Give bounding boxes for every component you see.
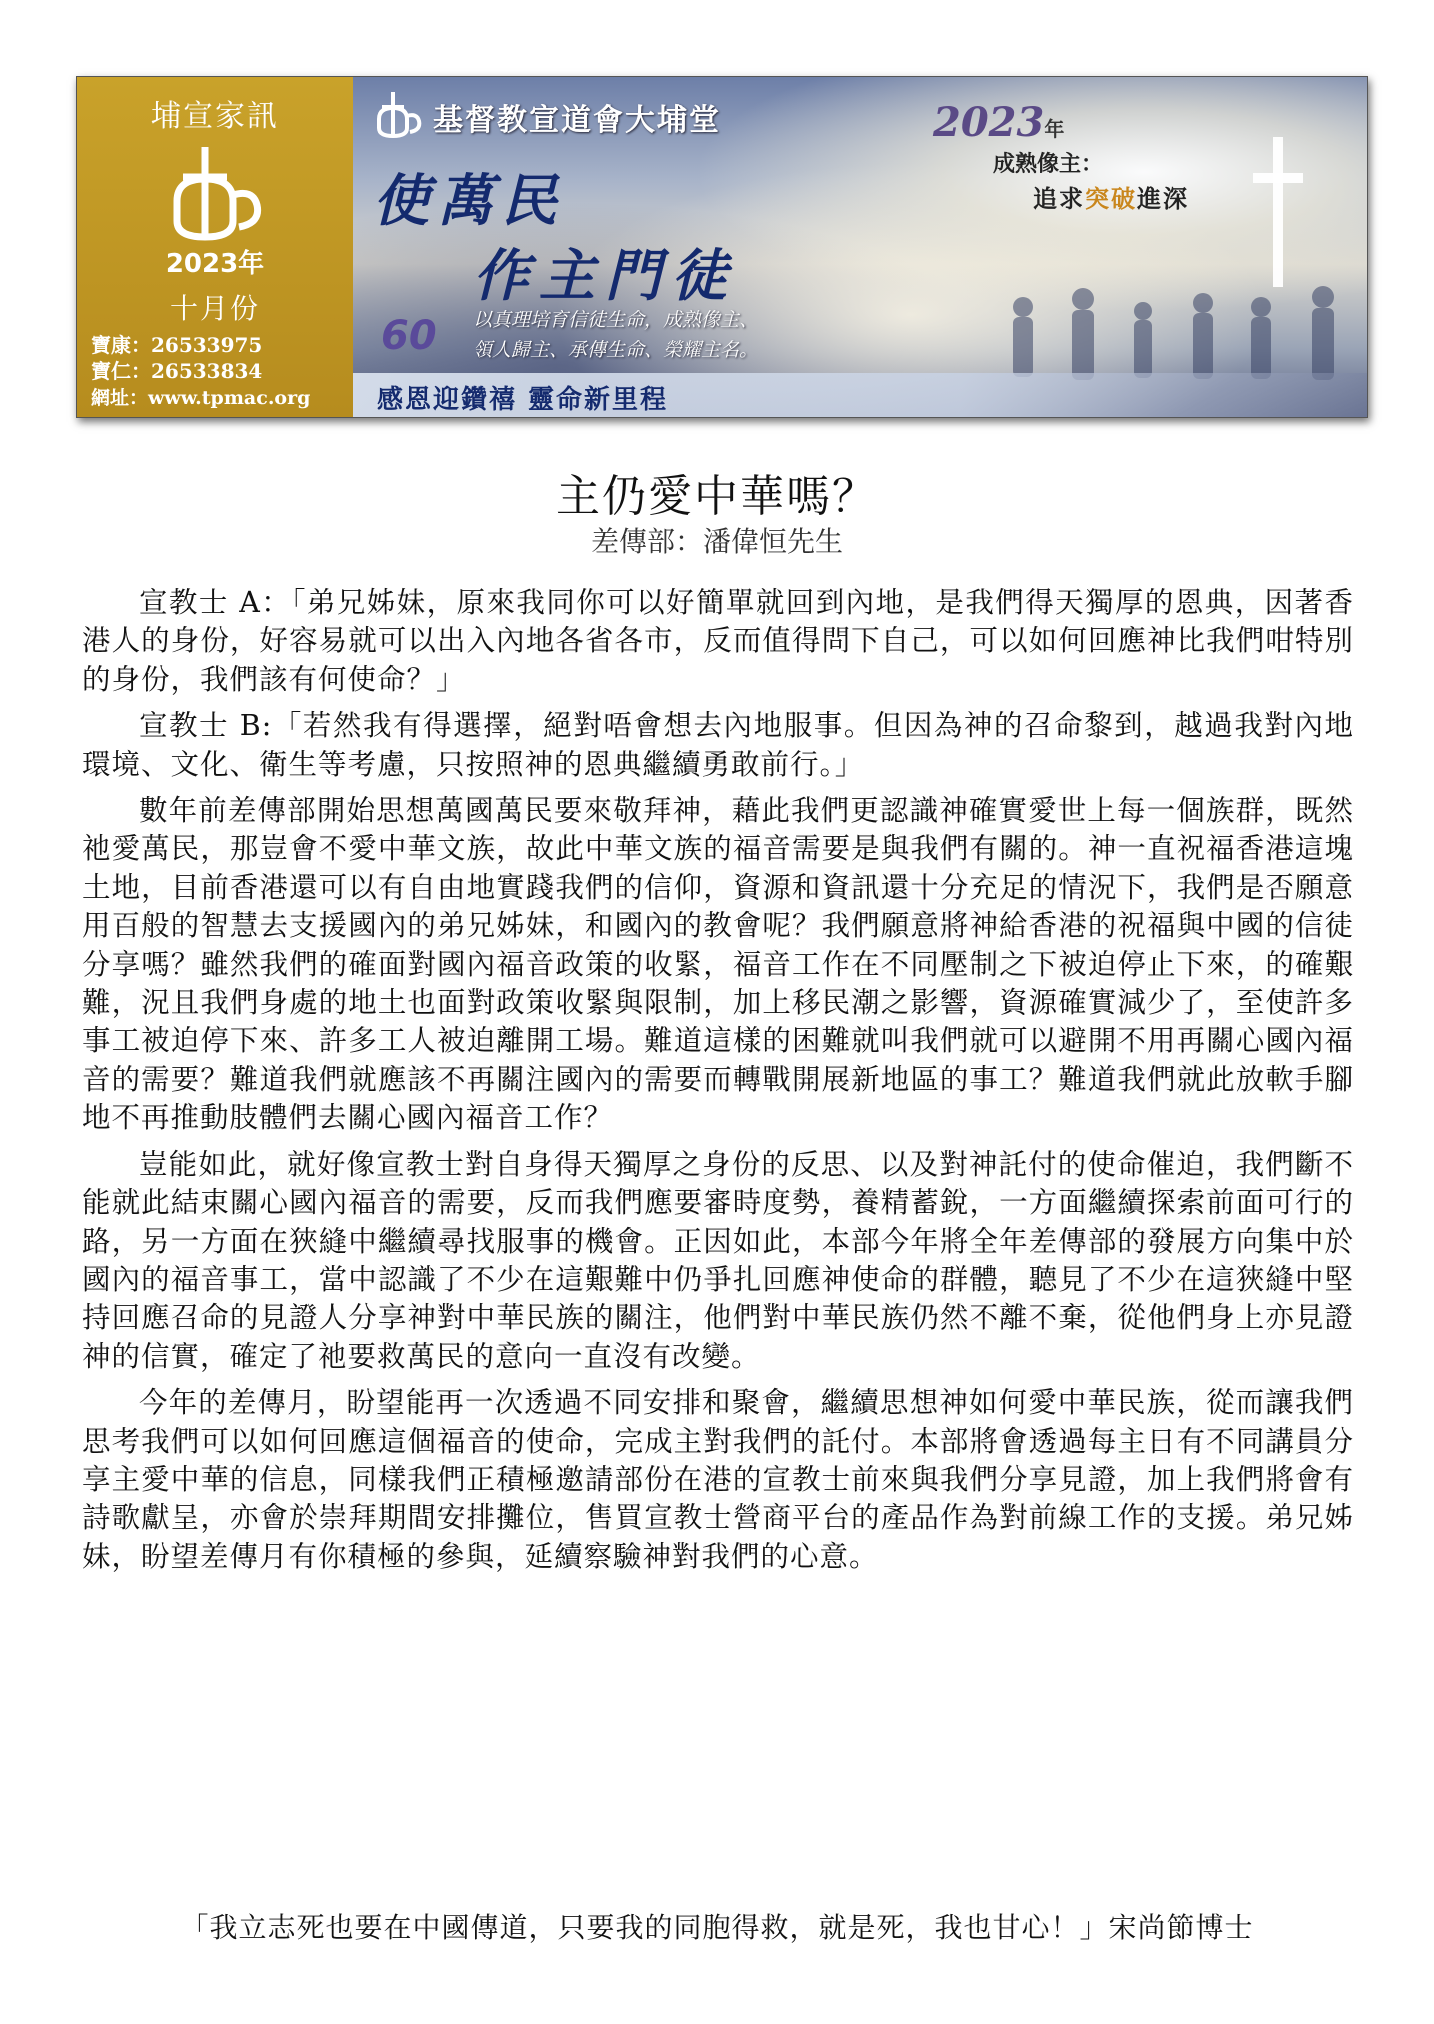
phone-2: 寶仁：26533834 (91, 359, 263, 383)
cross-icon (1253, 137, 1303, 287)
church-name: 基督教宣道會大埔堂 (433, 103, 721, 138)
banner-right-panel (353, 77, 1367, 417)
theme-line-1: 成熟像主： (993, 151, 1104, 177)
mission-line-1: 以真理培育信徒生命，成熟像主、 (473, 309, 759, 331)
anniversary-text: 感恩迎鑽禧 靈命新里程 (377, 385, 669, 415)
mission-line-2: 領人歸主、承傳生命、榮耀主名。 (473, 339, 759, 361)
slogan-line-1: 使萬民 (373, 168, 565, 234)
anniversary-60-icon (377, 307, 447, 363)
phone-1: 寶康：26533975 (91, 333, 263, 357)
mission-statement (473, 305, 758, 365)
website-link[interactable]: 網址：www.tpmac.org (91, 387, 311, 409)
church-logo-small-icon (369, 89, 425, 141)
banner-left-panel (77, 77, 353, 417)
article-title: 主仍愛中華嗎？ (556, 471, 878, 522)
slogan-line-2: 作主門徒 (473, 243, 737, 309)
svg-text:60: 60 (381, 313, 437, 359)
church-logo-icon (155, 139, 275, 249)
article-body (82, 584, 1354, 1576)
issue-month: 十月份 (169, 292, 260, 325)
issue-year: 2023年 (165, 249, 265, 279)
paragraph: 豈能如此，就好像宣教士對自身得天獨厚之身份的反思、以及對神託付的使命催迫，我們斷不能就此結束關心國內福音的需要，反而我們應要審時度勢，養精蓄銳，一方面繼續探索前面可行的路，另一方面在狹縫中繼續尋找服事的機會。正因如此，本部今年將全年差傳部的發展方向集中於國內的福音事工，當中認識了不少在這艱難中仍爭扎回應神使命的群體，聽見了不少在這狹縫中堅持回應召命的見證人分享神對中華民族的關注，他們對中華民族仍然不離不棄，從他們身上亦見證神的信實，確定了祂要救萬民的意向一直沒有改變。 (82, 1147, 1354, 1373)
theme-line-2: 追求突破進深 (1033, 184, 1189, 213)
newsletter-banner (76, 76, 1368, 418)
paragraph: 數年前差傳部開始思想萬國萬民要來敬拜神，藉此我們更認識神確實愛世上每一個族群，既然祂愛萬民，那豈會不愛中華文族，故此中華文族的福音需要是與我們有關的。神一直祝福香港這塊土地，目前香港還可以有自由地實踐我們的信仰，資源和資訊還十分充足的情況下，我們是否願意用百般的智慧去支援國內的弟兄姊妹，和國內的教會呢？我們願意將神給香港的祝福與中國的信徒分享嗎？雖然我們的確面對國內福音政策的收緊，福音工作在不同壓制之下被迫停止下來，的確艱難，況且我們身處的地土也面對政策收緊與限制，加上移民潮之影響，資源確實減少了，至使許多事工被迫停下來、許多工人被迫離開工場。難道這樣的困難就叫我們就可以避開不用再關心國內福音的需要？難道我們就應該不再關注國內的需要而轉戰開展新地區的事工？難道我們就此放軟手腳地不再推動肢體們去關心國內福音工作？ (82, 794, 1354, 1135)
paragraph: 今年的差傳月，盼望能再一次透過不同安排和聚會，繼續思想神如何愛中華民族，從而讓我們思考我們可以如何回應這個福音的使命，完成主對我們的託付。本部將會透過每主日有不同講員分享主愛中華的信息，同樣我們正積極邀請部份在港的宣教士前來與我們分享見證，加上我們將會有詩歌獻呈，亦會於崇拜期間安排攤位，售買宣教士營商平台的產品作為對前線工作的支援。弟兄姊妹，盼望差傳月有你積極的參與，延續察驗神對我們的心意。 (82, 1386, 1354, 1573)
anniversary-strip (353, 373, 1367, 417)
paragraph: 宣教士 A：「弟兄姊妹，原來我同你可以好簡單就回到內地，是我們得天獨厚的恩典，因著香港人的身份，好容易就可以出入內地各省各市，反而值得問下自己，可以如何回應神比我們咁特別的身份，我們該有何使命？」 (82, 586, 1354, 696)
article-author: 差傳部：潘偉恒先生 (590, 525, 843, 558)
paragraph: 宣教士 B:「若然我有得選擇，絕對唔會想去內地服事。但因為神的召命黎到，越過我對內地環境、文化、衛生等考慮，只按照神的恩典繼續勇敢前行。」 (82, 709, 1354, 781)
closing-quote: 「我立志死也要在中國傳道，只要我的同胞得救，就是死，我也甘心！」宋尚節博士 (180, 1911, 1254, 1944)
newsletter-name: 埔宣家訊 (151, 99, 279, 134)
silhouettes-illustration (993, 277, 1367, 387)
theme-year: 2023年 (933, 99, 1065, 146)
